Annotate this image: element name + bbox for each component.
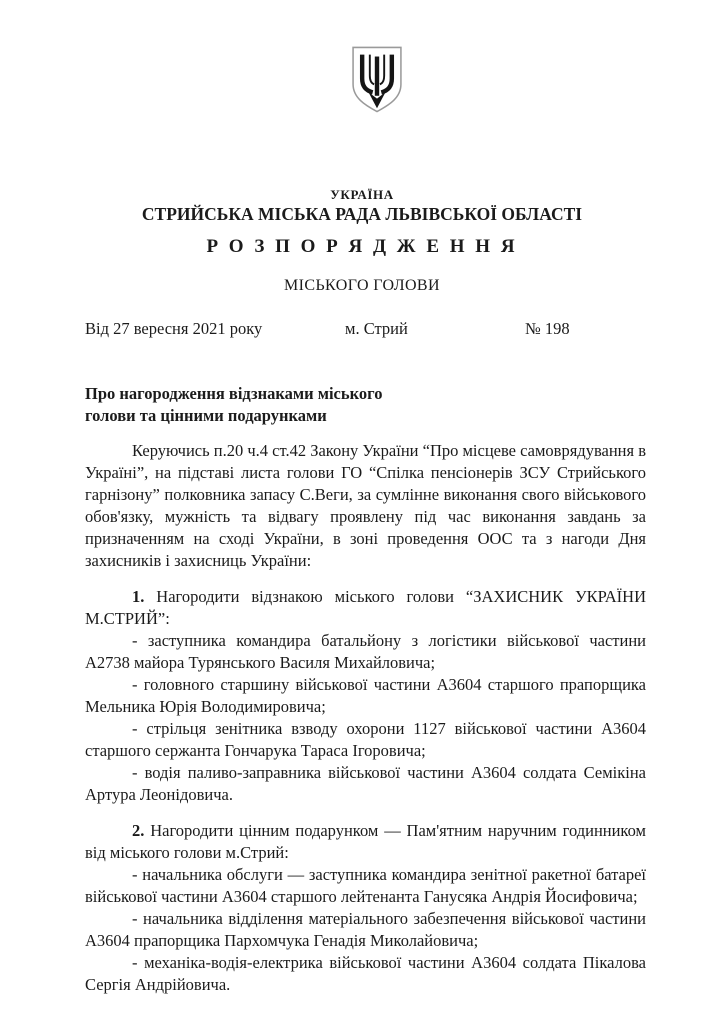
header-country: УКРАЇНА <box>330 187 394 202</box>
meta-row <box>85 318 646 340</box>
section-item: - стрільця зенітника взводу охорони 1127 військової частини А3604 старшого сержанта Гончарука Тараса Ігоровича; <box>85 719 646 760</box>
section-item: - механіка-водія-електрика військової частини А3604 солдата Пікалова Сергія Андрійовича. <box>85 953 646 994</box>
preamble-paragraph: Керуючись п.20 ч.4 ст.42 Закону України “Про місцеве самоврядування в Україні”, на підставі листа голови ГО “Спілка пенсіонерів ЗСУ Стрийського гарнізону” полковника запасу С.Веги, за сумлінне виконання свого військового обов'язку, мужність та відвагу проявлену під час виконання завдань за призначенням на сході України, в зоні проведення ООС та з нагоди Дня захисників і захисниць України: <box>85 441 647 570</box>
ukraine-trident-coat-of-arms-icon <box>347 46 407 113</box>
resolution-sections <box>85 586 646 996</box>
section-item: - начальника відділення матеріального забезпечення військової частини А3604 прапорщика Пархомчука Генадія Миколайовича; <box>85 909 646 950</box>
section-intro: 1. Нагородити відзнакою міського голови “ЗАХИСНИК УКРАЇНИ М.СТРИЙ”: <box>85 587 646 628</box>
header-issuer: МІСЬКОГО ГОЛОВИ <box>284 277 440 294</box>
document-number: № 198 <box>525 319 570 338</box>
section-item: - заступника командира батальйону з логістики військової частини А2738 майора Турянського Василя Михайловича; <box>85 631 646 672</box>
section-item: - головного старшину військової частини А3604 старшого прапорщика Мельника Юрія Володимировича; <box>85 675 646 716</box>
section-intro: 2. Нагородити цінним подарунком — Пам'ятним наручним годинником від міського голови м.Стрий: <box>85 821 646 862</box>
section-item: - начальника обслуги — заступника командира зенітної ракетної батареї військової частини А3604 старшого лейтенанта Ганусяка Андрія Йосифовича; <box>85 865 646 906</box>
document-body <box>85 318 646 996</box>
section-number: 2. <box>132 821 145 840</box>
document-subject <box>85 383 646 427</box>
header-document-type: Р О З П О Р Я Д Ж Е Н Н Я <box>206 236 518 257</box>
section-item: - водія паливо-заправника військової частини А3604 солдата Семікіна Артура Леонідовича. <box>85 763 646 804</box>
section-number: 1. <box>132 587 145 606</box>
header-council-name: СТРИЙСЬКА МІСЬКА РАДА ЛЬВІВСЬКОЇ ОБЛАСТІ <box>141 204 583 224</box>
subject-line-2: голови та цінними подарунками <box>85 406 327 425</box>
subject-line-1: Про нагородження відзнаками міського <box>85 384 383 403</box>
document-place: м. Стрий <box>345 319 408 338</box>
document-date: Від 27 вересня 2021 року <box>85 319 263 338</box>
